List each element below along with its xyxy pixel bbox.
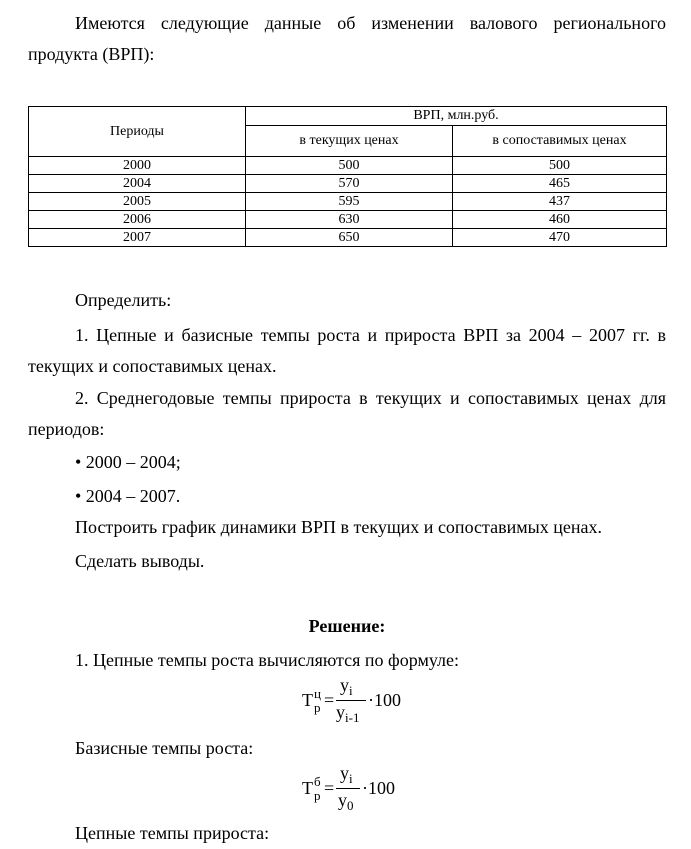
task-item-4: Сделать выводы. (75, 551, 205, 571)
cell-comparable: 500 (453, 157, 667, 175)
formula-symbol-T: Т (302, 690, 313, 710)
fraction-line (336, 788, 360, 789)
formula-multiplier: ·100 (368, 690, 401, 710)
fraction-line (336, 700, 366, 701)
solution-base-growth-text: Базисные темпы роста: (75, 738, 254, 758)
cell-year: 2006 (29, 211, 246, 229)
cell-year: 2007 (29, 229, 246, 247)
cell-current: 595 (246, 193, 453, 211)
cell-current: 500 (246, 157, 453, 175)
cell-comparable: 470 (453, 229, 667, 247)
formula-denominator: $y_0$ (338, 790, 354, 813)
task-item-2: 2. Среднегодовые темпы прироста в текущих и сопоставимых ценах для периодов: (28, 388, 666, 439)
header-grp-group: ВРП, млн.руб. (246, 107, 667, 126)
formula-base-growth (298, 764, 408, 814)
table-row (29, 157, 667, 175)
formula-numerator-index: i (349, 771, 353, 786)
task-item-1: 1. Цепные и базисные темпы роста и прироста ВРП за 2004 – 2007 гг. в текущих и сопоставимых ценах. (28, 325, 666, 376)
formula-multiplier: ·100 (362, 778, 395, 798)
formula-equals: = (324, 690, 335, 710)
intro-paragraph: Имеются следующие данные об изменении валового регионального продукта (ВРП): (28, 13, 666, 64)
task-heading: Определить: (75, 290, 172, 310)
formula-numerator: $y_i$ (340, 763, 353, 786)
solution-heading: Решение: (308, 616, 386, 636)
cell-comparable: 437 (453, 193, 667, 211)
solution-chain-increment-text: Цепные темпы прироста: (75, 823, 270, 843)
formula-numerator-index: i (349, 683, 353, 698)
cell-comparable: 465 (453, 175, 667, 193)
cell-year: 2005 (29, 193, 246, 211)
task-item-3: Построить график динамики ВРП в текущих и сопоставимых ценах. (75, 517, 602, 537)
formula-superscript: ц (314, 686, 321, 701)
formula-symbol-T: Т (302, 778, 313, 798)
task-bullet-2: • 2004 – 2007. (75, 486, 181, 506)
task-bullet-1: • 2000 – 2004; (75, 452, 181, 472)
cell-current: 650 (246, 229, 453, 247)
table-row (29, 211, 667, 229)
header-comparable-prices: в сопоставимых ценах (453, 126, 667, 157)
grp-table (28, 106, 667, 247)
formula-denominator-index: i-1 (345, 710, 360, 725)
cell-comparable: 460 (453, 211, 667, 229)
header-periods: Периоды (29, 107, 246, 157)
cell-current: 630 (246, 211, 453, 229)
formula-denominator: $y_{i-1}$ (336, 702, 360, 725)
formula-subscript: р (314, 700, 321, 715)
formula-chain-growth (298, 676, 408, 726)
formula-superscript: б (314, 774, 321, 789)
formula-equals: = (324, 778, 335, 798)
table-row (29, 229, 667, 247)
formula-subscript: р (314, 788, 321, 803)
cell-year: 2004 (29, 175, 246, 193)
cell-year: 2000 (29, 157, 246, 175)
cell-current: 570 (246, 175, 453, 193)
header-current-prices: в текущих ценах (246, 126, 453, 157)
formula-numerator: $y_i$ (340, 675, 353, 698)
table-row (29, 193, 667, 211)
formula-denominator-index: 0 (347, 798, 354, 813)
table-row (29, 175, 667, 193)
solution-chain-growth-text: 1. Цепные темпы роста вычисляются по формуле: (75, 650, 460, 670)
